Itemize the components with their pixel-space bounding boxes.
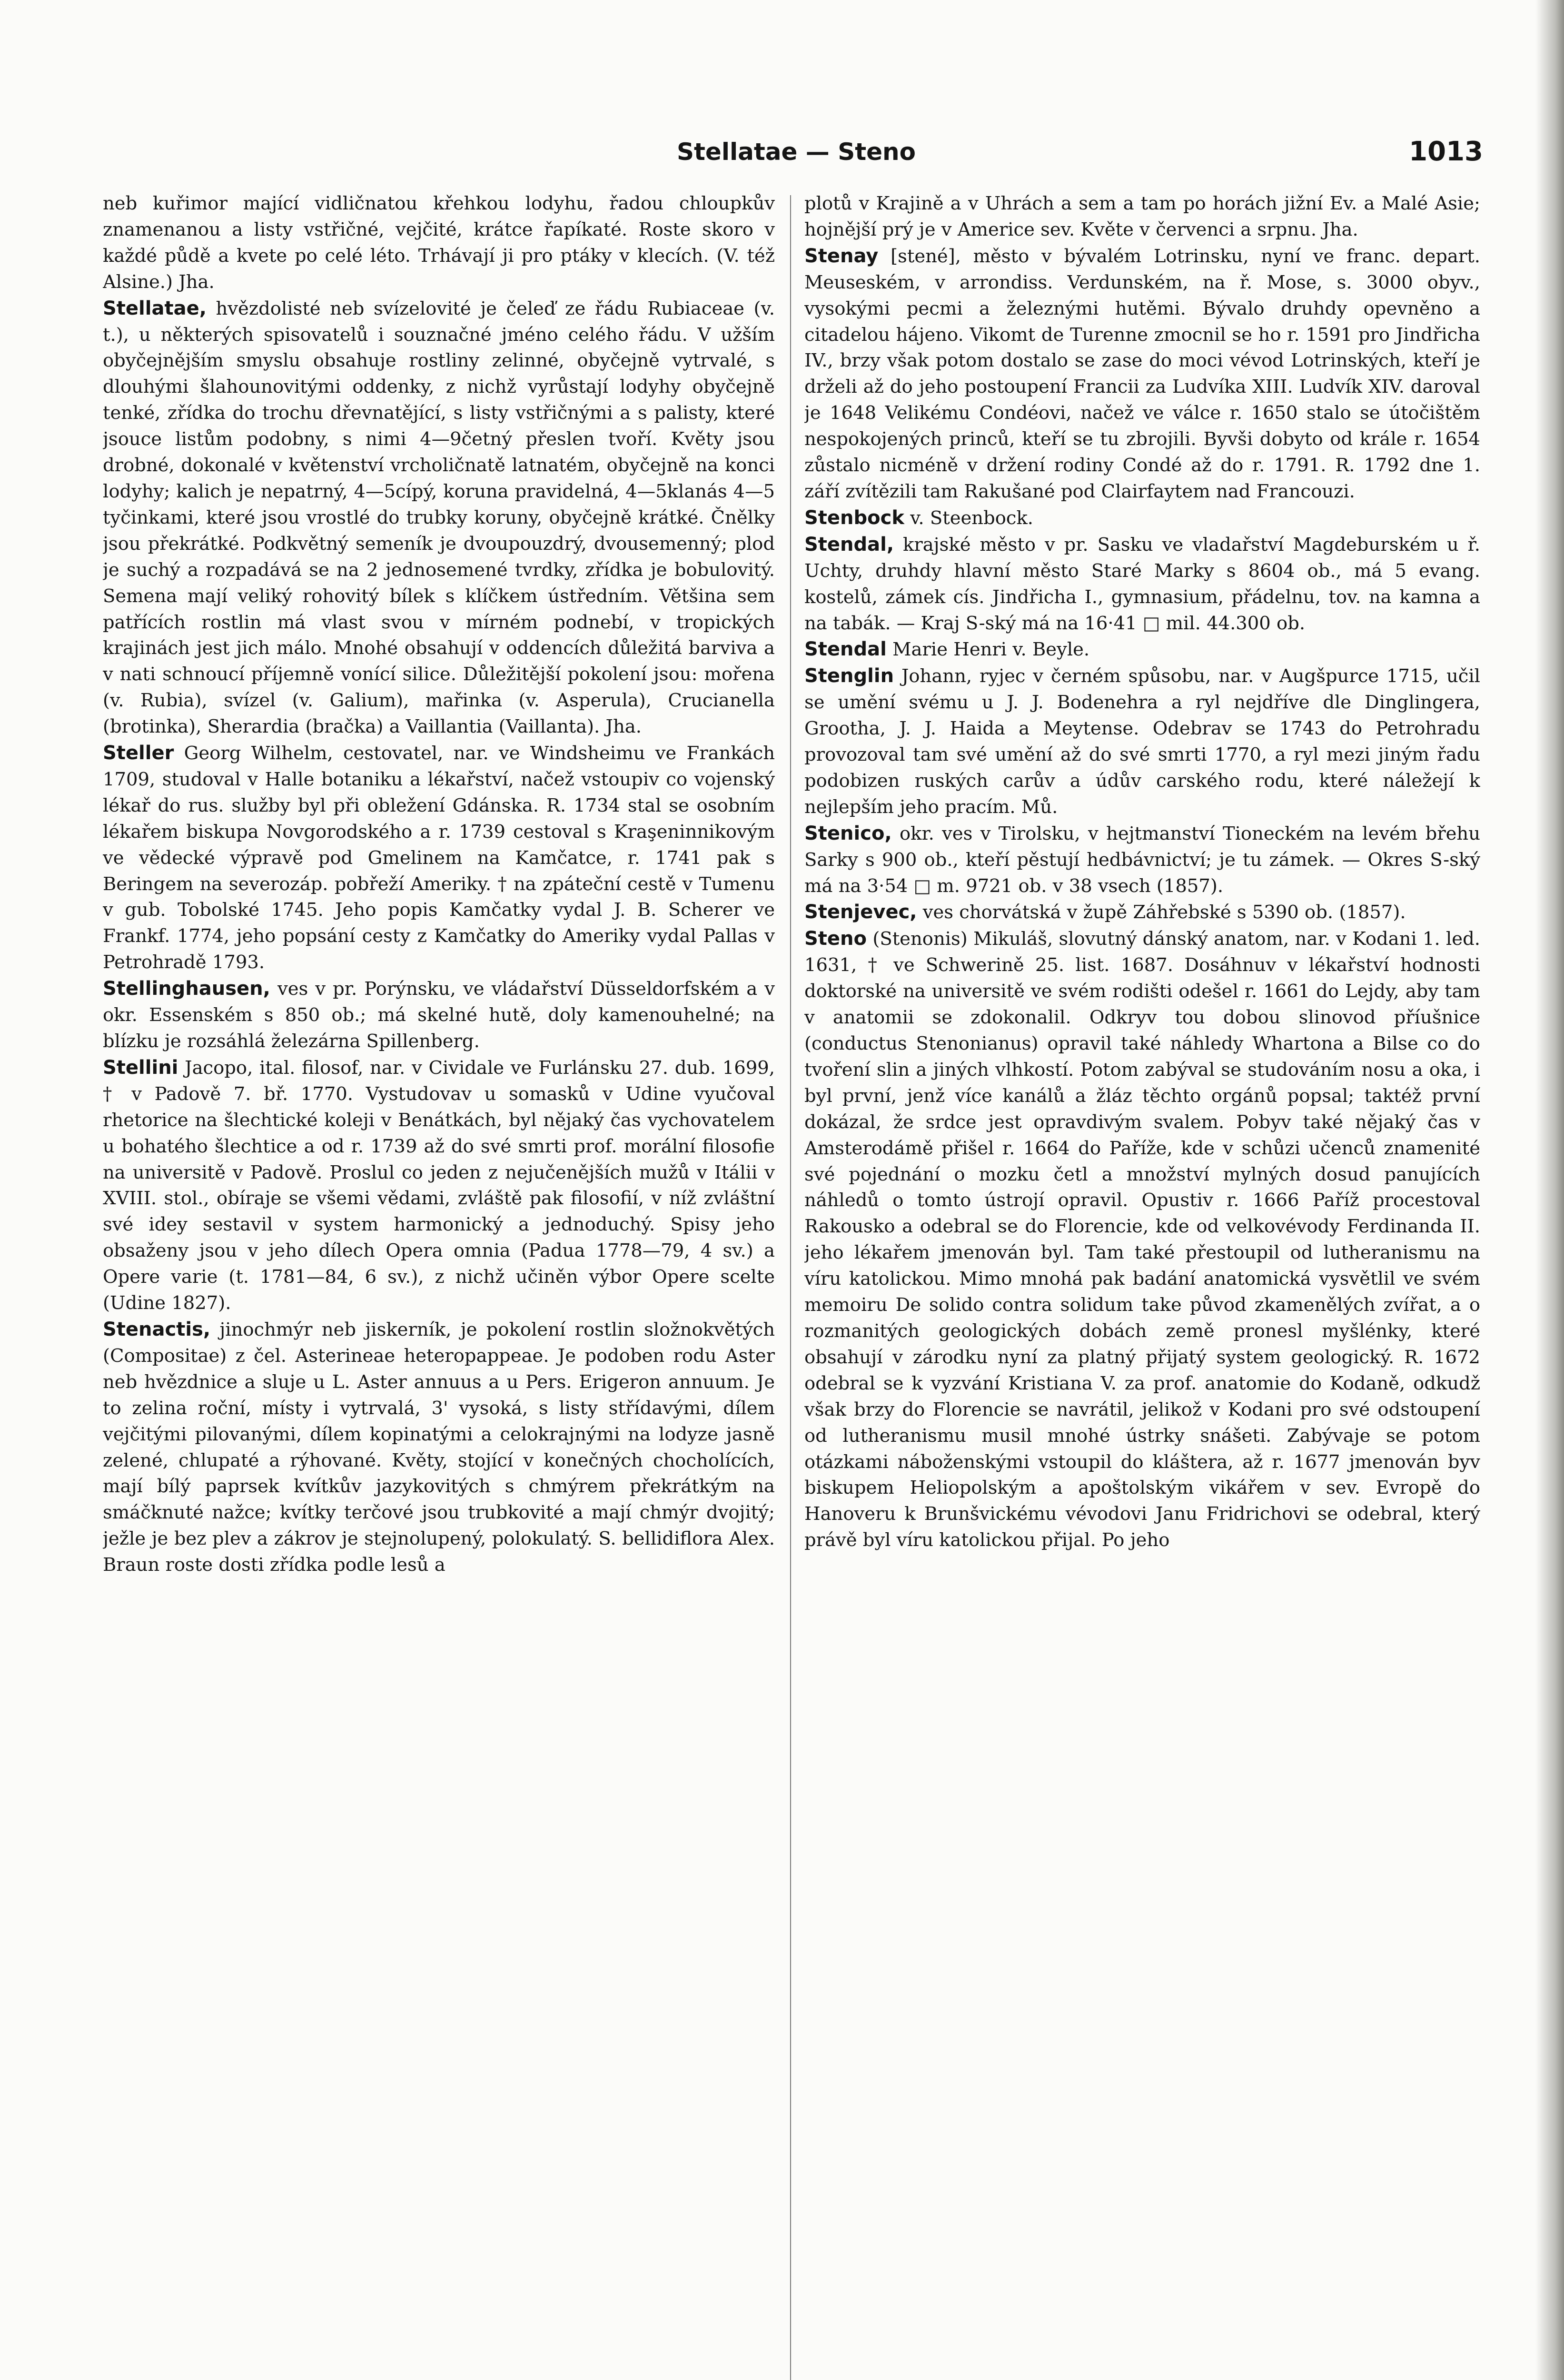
entry bbox=[103, 976, 775, 1055]
entry-headword: Stellinghausen, bbox=[103, 978, 270, 1000]
entry-headword: Stenbock bbox=[804, 506, 904, 529]
entry bbox=[103, 296, 775, 740]
entry-headword: Stendal bbox=[804, 638, 887, 661]
entry bbox=[804, 243, 1480, 505]
page-number: 1013 bbox=[1409, 136, 1483, 167]
entry-text: jinochmýr neb jiskerník, je pokolení rostlin složnokvětých (Compositae) z čel. Asterineae heteropappeae. Je podoben rodu Aster neb hvězdnice a sluje u L. Aster annuus a u Pers. Erigeron annuum. Je to zelina roční, místy i vytrvalá, 3' vysoká, s listy střídavými, dílem vejčitými pilovanými, dílem kopinatými a celokrajnými na lodyze jasně zelené, chlupaté a rýhované. Květy, stojící v konečných chocholících, mají bílý paprsek kvítkův jazykovitých s chmýrem překrátkým na smáčknuté nažce; kvítky terčové jsou trubkovité a mají chmýr dvojitý; ježle je bez plev a zákrov je stejnolupený, polokulatý. S. bellidiflora Alex. Braun roste dosti zřídka podle lesů a bbox=[103, 1319, 775, 1576]
left-column bbox=[103, 190, 775, 2380]
entry bbox=[103, 190, 775, 296]
entry-headword: Stenjevec, bbox=[804, 901, 917, 923]
entry-text: Georg Wilhelm, cestovatel, nar. ve Windsheimu ve Frankách 1709, studoval v Halle botaniku a lékařství, načež vstoupiv co vojenský lékař do rus. služby byl při obležení Gdánska. R. 1734 stal se osobním lékařem biskupa Novgorodského a r. 1739 cestoval s Kraşeninnikovým ve vědecké výpravě pod Gmelinem na Kamčatce, r. 1741 pak s Beringem na severozáp. pobřeží Ameriky. † na zpáteční cestě v Tumenu v gub. Tobolské 1745. Jeho popis Kamčatky vydal J. B. Scherer ve Frankf. 1774, jeho popsání cesty z Kamčatky do Ameriky vydal Pallas v Petrohradě 1793. bbox=[103, 743, 775, 973]
entry-headword: Stenay bbox=[804, 245, 879, 267]
entry-text: krajské město v pr. Sasku ve vladařství Magdeburském u ř. Uchty, druhdy hlavní město Staré Marky s 8604 ob., má 5 evang. kostelů, zámek cís. Jindřicha I., gymnasium, přádelnu, tov. na kamna a na tabák. — Kraj S-ský má na 16·41 □ mil. 44.300 ob. bbox=[804, 534, 1480, 634]
entry-headword: Stenglin bbox=[804, 665, 894, 687]
entry-headword: Stenactis, bbox=[103, 1318, 211, 1340]
entry-headword: Steno bbox=[804, 928, 867, 950]
right-column bbox=[804, 190, 1480, 2380]
entry-text: Johann, ryjec v černém spůsobu, nar. v Augšpurce 1715, učil se umění svému u J. J. Bodenehra a ryl nejdříve dle Dinglingera, Grootha, J. J. Haida a Meytense. Odebrav se 1743 do Petrohradu provozoval tam své umění až do své smrti 1770, a ryl mezi jiným řadu podobizen ruských carův a údův carského rodu, které náležejí k nejlepším jeho pracím. Mů. bbox=[804, 665, 1480, 818]
entry bbox=[804, 926, 1480, 1554]
entry-text: ves chorvátská v župě Záhřebské s 5390 ob. (1857). bbox=[922, 902, 1406, 923]
entry-headword: Stenico, bbox=[804, 822, 892, 844]
page-header bbox=[100, 129, 1493, 171]
entry-headword: Stendal, bbox=[804, 533, 894, 555]
entry bbox=[103, 1317, 775, 1578]
entry-text: v. Steenbock. bbox=[910, 507, 1034, 529]
entry bbox=[804, 505, 1480, 532]
entry bbox=[804, 821, 1480, 900]
entry bbox=[804, 899, 1480, 926]
entry-headword: Stellatae, bbox=[103, 297, 207, 319]
entry bbox=[804, 663, 1480, 820]
entry-text: plotů v Krajině a v Uhrách a sem a tam po horách jižní Ev. a Malé Asie; hojnější prý je v Americe sev. Květe v červenci a srpnu. Jha. bbox=[804, 193, 1480, 240]
entry-text: Jacopo, ital. filosof, nar. v Cividale ve Furlánsku 27. dub. 1699, † v Padově 7. bř. 1770. Vystudovav u somasků v Udine vyučoval rhetorice na šlechtické koleji v Benátkách, byl nějaký čas vychovatelem u bohatého šlechtice a od r. 1739 až do své smrti prof. morální filosofie na universitě v Padově. Proslul co jeden z nejučenějších mužů v Itálii v XVIII. stol., obíraje se všemi vědami, zvláště pak filosofií, v níž zvláštní své idey sestavil v system harmonický a jednoduchý. Spisy jeho obsaženy jsou v jeho dílech Opera omnia (Padua 1778—79, 4 sv.) a Opere varie (t. 1781—84, 6 sv.), z nichž učiněn výbor Opere scelte (Udine 1827). bbox=[103, 1057, 775, 1314]
entry-text: Marie Henri v. Beyle. bbox=[892, 639, 1090, 661]
page-edge-shadow bbox=[1535, 0, 1564, 2380]
entry bbox=[103, 1055, 775, 1317]
entry-headword: Steller bbox=[103, 742, 174, 764]
entry bbox=[804, 532, 1480, 637]
entry-text: [stené], město v bývalém Lotrinsku, nyní ve franc. depart. Meuseském, v arrondiss. Verdunském, na ř. Mose, s. 3000 obyv., vysokými pecmi a železnými hutěmi. Bývalo druhdy opevněno a citadelou hájeno. Vikomt de Turenne zmocnil se ho r. 1591 pro Jindřicha IV., brzy však potom dostalo se zase do moci vévod Lotrinských, kteří je drželi až do jeho postoupení Francii za Ludvíka XIII. Ludvík XIV. daroval je 1648 Velikému Condéovi, načež ve válce r. 1650 stalo se útočištěm nespokojených princů, kteří se tu zbrojili. Byvši dobyto od krále r. 1654 zůstalo nicméně v držení rodiny Condé až do r. 1791. R. 1792 dne 1. září zvítězili tam Rakušané pod Clairfaytem nad Francouzi. bbox=[804, 245, 1480, 502]
entry-headword: Stellini bbox=[103, 1056, 178, 1079]
entry-text: okr. ves v Tirolsku, v hejtmanství Tioneckém na levém břehu Sarky s 900 ob., kteří pěstují hedbávnictví; je tu zámek. — Okres S-ský má na 3·54 □ m. 9721 ob. v 38 vsech (1857). bbox=[804, 823, 1480, 897]
running-head: Stellatae — Steno bbox=[677, 138, 916, 166]
entry-text: neb kuřimor mající vidličnatou křehkou lodyhu, řadou chloupkův znamenanou a listy vstřičné, vejčité, krátce řapíkaté. Roste skoro v každé půdě a kvete po celé léto. Trhávají ji pro ptáky v klecích. (V. též Alsine.) Jha. bbox=[103, 193, 775, 293]
entry bbox=[804, 190, 1480, 243]
entry-text: ves v pr. Porýnsku, ve vládařství Düsseldorfském a v okr. Essenském s 850 ob.; má skelné hutě, doly kamenouhelné; na blízku je rozsáhlá železárna Spillenberg. bbox=[103, 978, 775, 1052]
entry-text: hvězdolisté neb svízelovité je čeleď ze řádu Rubiaceae (v. t.), u některých spisovatelů i souznačné jméno celého řádu. V užším obyčejnějším smyslu obsahuje rostliny zelinné, obyčejně vytrvalé, s dlouhými šlahounovitými oddenky, z nichž vyrůstají lodyhy obyčejně tenké, zřídka do trochu dřevnatějící, s listy vstřičnými a s palisty, které jsouce listům podobny, s nimi 4—9četný přeslen tvoří. Květy jsou drobné, dokonalé v květenství vrcholičnatě latnatém, obyčejně na konci lodyhy; kalich je nepatrný, 4—5cípý, koruna pravidelná, 4—5klanás 4—5 tyčinkami, které jsou vrostlé do trubky koruny, obyčejně krátké. Čnělky jsou překrátké. Podkvětný semeník je dvoupouzdrý, dvousemenný; plod je suchý a rozpadává se na 2 jednosemené tvrdky, zřídka je bobulovitý. Semena mají veliký rohovitý bílek s klíčkem ústředním. Většina sem patřících rostlin má vlast svou v mírném podnebí, v tropických krajinách jest jich málo. Mnohé obsahují v oddencích důležitá barviva a v nati schnoucí příjemně vonící silice. Důležitější pokolení jsou: mořena (v. Rubia), svízel (v. Galium), mařinka (v. Asperula), Crucianella (brotinka), Sherardia (bračka) a Vaillantia (Vaillanta). Jha. bbox=[103, 298, 775, 738]
entry bbox=[103, 740, 775, 976]
entry bbox=[804, 636, 1480, 663]
entry-text: (Stenonis) Mikuláš, slovutný dánský anatom, nar. v Kodani 1. led. 1631, † ve Schwerině 25. list. 1687. Dosáhnuv v lékařství hodnosti doktorské na universitě ve svém rodišti odešel r. 1661 do Lejdy, aby tam v anatomii se zdokonalil. Odkryv tou dobou slinovod příušnice (conductus Stenonianus) opravil také náhledy Whartona a Bilse co do tvoření slin a jiných vlhkostí. Potom zabýval se studováním nosu a oka, i byl první, jenž více kanálů a žláz těchto orgánů popsal; taktéž první dokázal, že srdce jest opravdivým svalem. Pobyv také nějaký čas v Amsterodámě přišel r. 1664 do Paříže, kde v schůzi učenců znamenité své pojednání o mozku četl a množství mylných dosud panujících náhledů o tomto ústrojí opravil. Opustiv r. 1666 Paříž procestoval Rakousko a odebral se do Florencie, kde od velkovévody Ferdinanda II. jeho lékařem jmenován byl. Tam také přestoupil od lutheranismu na víru katolickou. Mimo mnohá pak badání anatomická vysvětlil ve svém memoiru De solido contra solidum take původ zkamenělých zvířat, a o rozmanitých geologických dobách země pronesl myšlénky, které obsahují v zárodku nyní za platný přijatý system geologický. R. 1672 odebral se k vyzvání Kristiana V. za prof. anatomie do Kodaně, odkudž však brzy do Florencie se navrátil, jelikož v Kodani pro své odstoupení od lutheranismu musil mnohé ústrky snášeti. Zabývaje se potom otázkami náboženskými vstoupil do kláštera, až r. 1677 jmenován byv biskupem Heliopolským a apoštolským vikářem v sev. Evropě do Hanoveru k Brunšvickému vévodovi Janu Fridrichovi se odebral, který právě byl víru katolickou přijal. Po jeho bbox=[804, 928, 1480, 1551]
column-divider bbox=[790, 195, 791, 2380]
